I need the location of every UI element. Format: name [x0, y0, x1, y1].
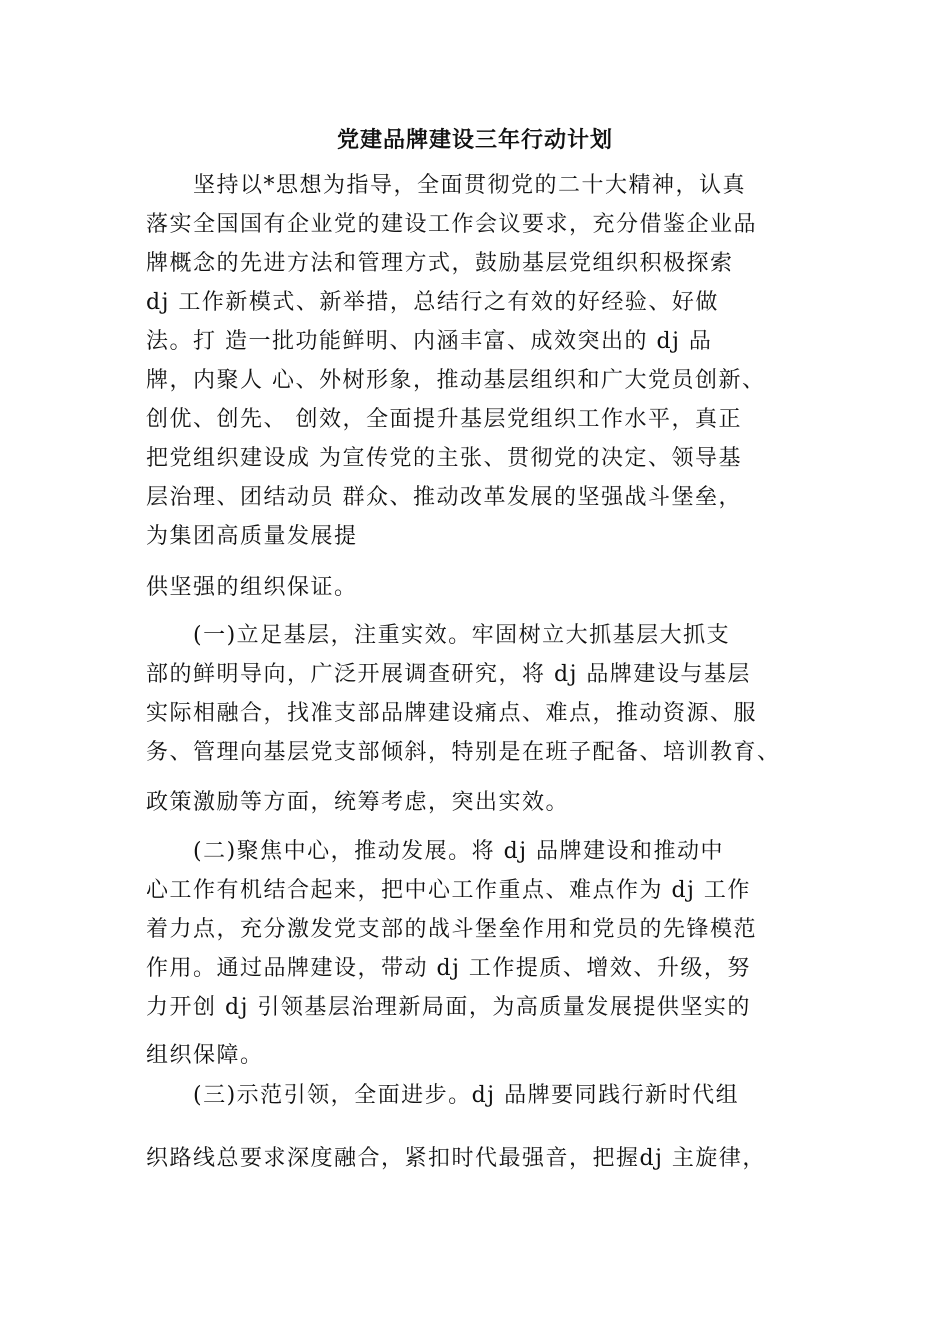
paragraph-line: (一)立足基层，注重实效。牢固树立大抓基层大抓支 — [146, 623, 731, 648]
paragraph-line: 层治理、团结动员 群众、推动改革发展的坚强战斗堡垒， — [146, 485, 742, 510]
paragraph-line: 实际相融合，找准支部品牌建设痛点、难点，推动资源、服 — [146, 701, 758, 726]
paragraph-line: (二)聚焦中心，推动发展。将 dj 品牌建设和推动中 — [146, 839, 725, 864]
paragraph-line: dj 工作新模式、新举措，总结行之有效的好经验、好做 — [146, 290, 719, 315]
document-title: 党建品牌建设三年行动计划 — [336, 127, 613, 153]
paragraph-line: 供坚强的组织保证。 — [146, 575, 358, 600]
paragraph-line: 力开创 dj 引领基层治理新局面，为高质量发展提供坚实的 — [146, 995, 751, 1020]
paragraph-line: 务、管理向基层党支部倾斜，特别是在班子配备、培训教育、 — [146, 740, 781, 765]
paragraph-line: 落实全国国有企业党的建设工作会议要求，充分借鉴企业品 — [146, 212, 758, 237]
paragraph-line: (三)示范引领，全面进步。dj 品牌要同践行新时代组 — [146, 1083, 740, 1108]
paragraph-line: 心工作有机结合起来，把中心工作重点、难点作为 dj 工作 — [146, 878, 751, 903]
paragraph-line: 着力点，充分激发党支部的战斗堡垒作用和党员的先锋模范 — [146, 917, 758, 942]
paragraph-line: 把党组织建设成 为宣传党的主张、贯彻党的决定、领导基 — [146, 446, 742, 471]
paragraph-line: 组织保障。 — [146, 1043, 264, 1068]
paragraph-line: 坚持以*思想为指导，全面贯彻党的二十大精神，认真 — [146, 173, 747, 198]
paragraph-line: 政策激励等方面，统筹考虑，突出实效。 — [146, 790, 570, 815]
paragraph-line: 法。打 造一批功能鲜明、内涵丰富、成效突出的 dj 品 — [146, 329, 713, 354]
paragraph-line: 为集团高质量发展提 — [146, 524, 358, 549]
paragraph-line: 创优、创先、 创效，全面提升基层党组织工作水平，真正 — [146, 407, 742, 432]
paragraph-line: 作用。通过品牌建设，带动 dj 工作提质、增效、升级，努 — [146, 956, 751, 981]
paragraph-line: 部的鲜明导向，广泛开展调查研究，将 dj 品牌建设与基层 — [146, 662, 751, 687]
paragraph-line: 织路线总要求深度融合，紧扣时代最强音，把握dj 主旋律， — [146, 1146, 766, 1171]
paragraph-line: 牌，内聚人 心、外树形象，推动基层组织和广大党员创新、 — [146, 368, 766, 393]
paragraph-line: 牌概念的先进方法和管理方式，鼓励基层党组织积极探索 — [146, 251, 734, 276]
